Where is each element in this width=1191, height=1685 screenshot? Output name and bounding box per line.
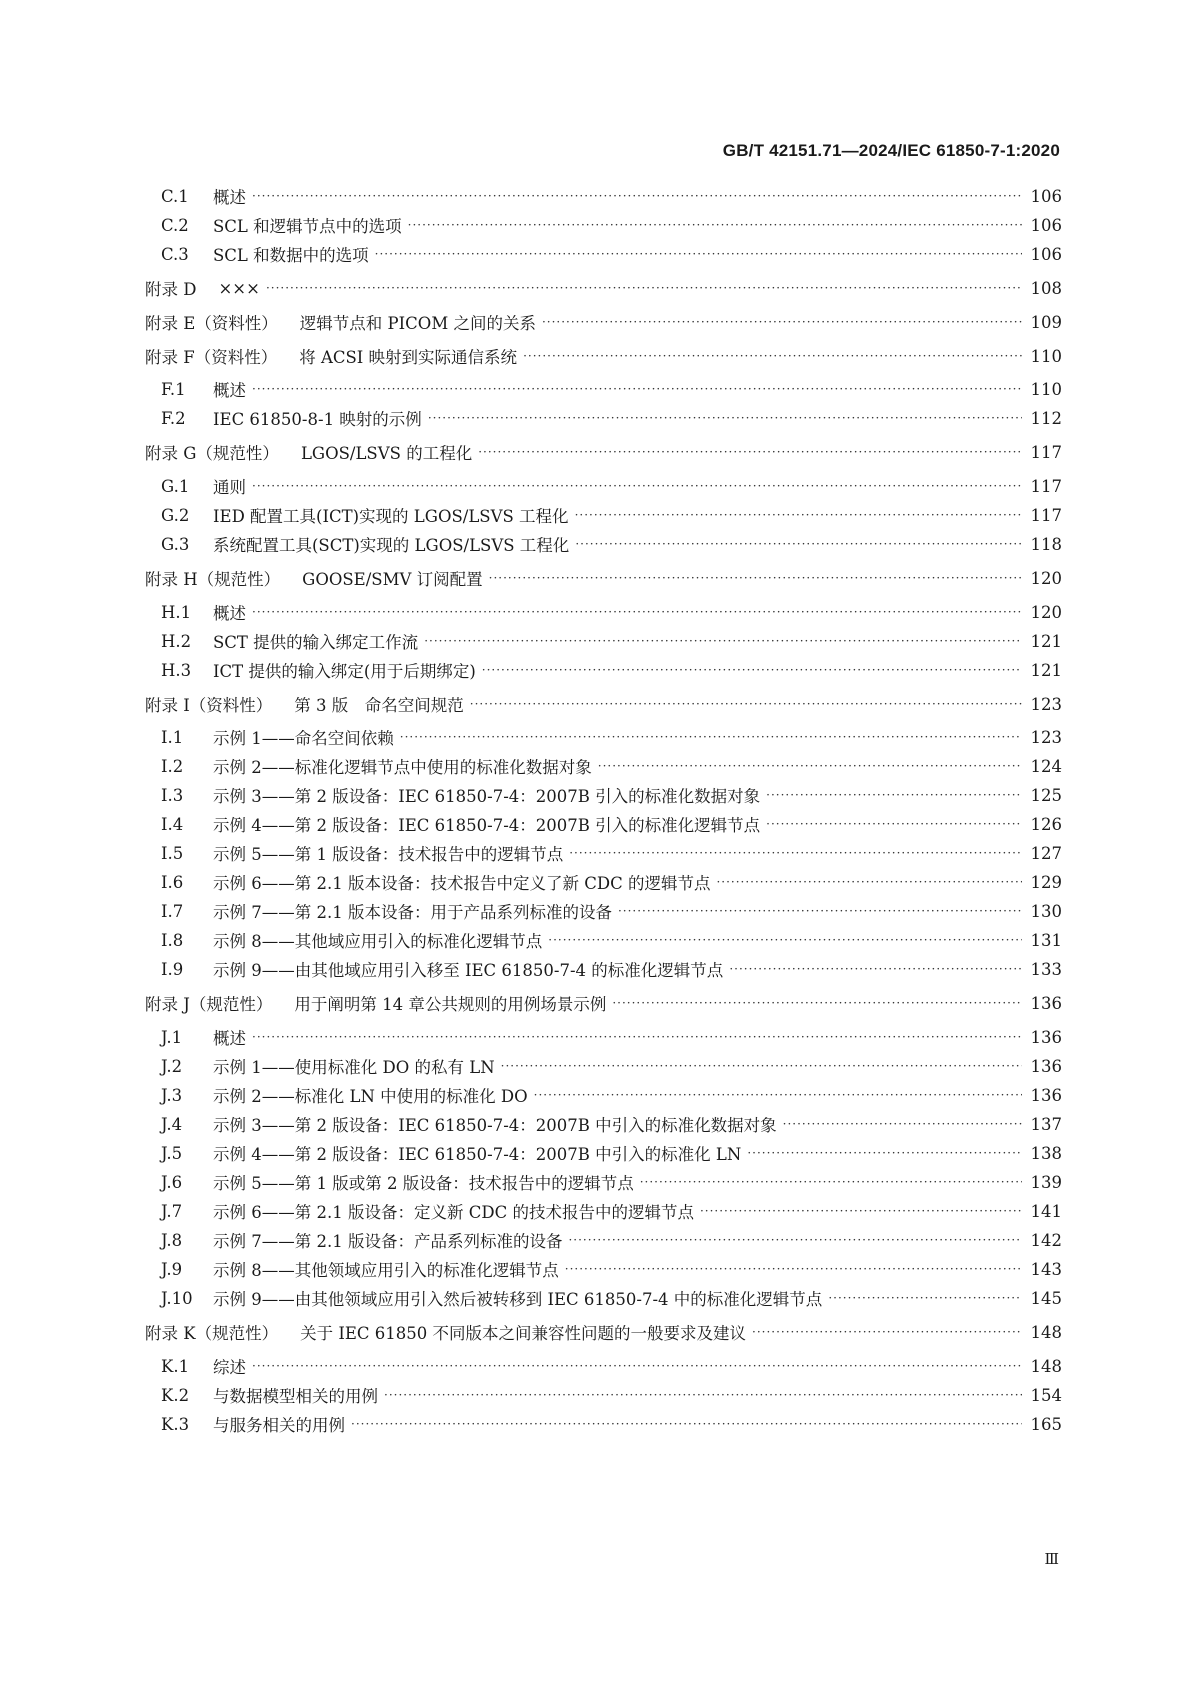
toc-entry-page: 109 xyxy=(1030,312,1062,332)
toc-entry[interactable] xyxy=(145,308,1062,336)
toc-leader-dots xyxy=(729,963,1022,975)
toc-entry-page: 136 xyxy=(1030,1056,1062,1076)
toc-entry[interactable] xyxy=(145,690,1062,718)
toc-entry-page: 106 xyxy=(1030,215,1062,235)
toc-leader-dots xyxy=(252,606,1022,618)
toc-entry-page: 123 xyxy=(1030,727,1062,747)
toc-entry-number: 附录 E（资料性） xyxy=(145,314,278,333)
toc-entry-page: 141 xyxy=(1030,1201,1062,1221)
toc-leader-dots xyxy=(752,1326,1022,1338)
toc-leader-dots xyxy=(534,1089,1022,1101)
toc-entry-page: 123 xyxy=(1030,694,1062,714)
toc-entry[interactable] xyxy=(145,1352,1062,1380)
toc-entry-title: 示例 2——标准化逻辑节点中使用的标准化数据对象 xyxy=(213,758,592,777)
toc-entry-page: 143 xyxy=(1030,1259,1062,1279)
toc-entry[interactable] xyxy=(145,182,1062,210)
toc-leader-dots xyxy=(408,219,1022,231)
toc-entry-number: 附录 K（规范性） xyxy=(145,1324,279,1343)
toc-entry-title: 示例 1——使用标准化 DO 的私有 LN xyxy=(213,1058,495,1077)
toc-entry-page: 129 xyxy=(1030,872,1062,892)
toc-entry-page: 110 xyxy=(1030,346,1062,366)
toc-entry-title: SCT 提供的输入绑定工作流 xyxy=(213,633,419,652)
toc-entry-page: 117 xyxy=(1030,442,1062,462)
toc-entry-page: 165 xyxy=(1030,1414,1062,1434)
toc-entry-number: I.3 xyxy=(161,785,184,805)
toc-leader-dots xyxy=(618,905,1022,917)
toc-entry-number: G.3 xyxy=(161,534,190,554)
toc-entry[interactable] xyxy=(145,955,1062,983)
toc-entry-title: 示例 9——由其他领域应用引入然后被转移到 IEC 61850-7-4 中的标准化逻辑节点 xyxy=(213,1290,823,1309)
toc-entry-title: 示例 5——第 1 版或第 2 版设备：技术报告中的逻辑节点 xyxy=(213,1174,634,1193)
toc-entry-title: 逻辑节点和 PICOM 之间的关系 xyxy=(299,314,536,333)
toc-entry[interactable] xyxy=(145,472,1062,500)
toc-entry-title: 示例 9——由其他域应用引入移至 IEC 61850-7-4 的标准化逻辑节点 xyxy=(213,961,724,980)
toc-entry-page: 112 xyxy=(1030,408,1062,428)
toc-entry-number: K.1 xyxy=(161,1356,190,1376)
toc-entry[interactable] xyxy=(145,240,1062,268)
toc-entry-number: G.2 xyxy=(161,505,190,525)
toc-entry[interactable] xyxy=(145,1284,1062,1312)
document-standard-header: GB/T 42151.71—2024/IEC 61850-7-1:2020 xyxy=(722,141,1060,160)
toc-entry[interactable] xyxy=(145,530,1062,558)
toc-entry[interactable] xyxy=(145,926,1062,954)
toc-leader-dots xyxy=(266,282,1022,294)
toc-entry-title: 示例 6——第 2.1 版设备：定义新 CDC 的技术报告中的逻辑节点 xyxy=(213,1203,694,1222)
toc-entry-number: I.5 xyxy=(161,843,184,863)
toc-entry-number: C.3 xyxy=(161,244,189,264)
toc-entry[interactable] xyxy=(145,1226,1062,1254)
toc-entry-number: 附录 G（规范性） xyxy=(145,444,279,463)
toc-entry-title: 综述 xyxy=(213,1358,246,1377)
toc-entry-number: J.3 xyxy=(161,1085,183,1105)
toc-entry[interactable] xyxy=(145,404,1062,432)
toc-entry[interactable] xyxy=(145,839,1062,867)
toc-entry[interactable] xyxy=(145,868,1062,896)
toc-entry-title: SCL 和逻辑节点中的选项 xyxy=(213,217,402,236)
toc-leader-dots xyxy=(783,1118,1022,1130)
toc-entry-number: I.7 xyxy=(161,901,184,921)
toc-entry-number: 附录 D xyxy=(145,280,197,299)
toc-leader-dots xyxy=(612,997,1022,1009)
toc-entry-number: J.7 xyxy=(161,1201,183,1221)
toc-entry-number: I.9 xyxy=(161,959,184,979)
toc-entry-title: 关于 IEC 61850 不同版本之间兼容性问题的一般要求及建议 xyxy=(300,1324,746,1343)
toc-entry[interactable] xyxy=(145,211,1062,239)
toc-entry-number: H.2 xyxy=(161,631,192,651)
toc-entry-title: 示例 8——其他领域应用引入的标准化逻辑节点 xyxy=(213,1261,559,1280)
toc-entry[interactable] xyxy=(145,1023,1062,1051)
toc-entry-page: 136 xyxy=(1030,1027,1062,1047)
toc-leader-dots xyxy=(470,698,1022,710)
toc-entry-title: 用于阐明第 14 章公共规则的用例场景示例 xyxy=(294,995,607,1014)
toc-leader-dots xyxy=(766,789,1022,801)
toc-entry[interactable] xyxy=(145,897,1062,925)
toc-entry-page: 110 xyxy=(1030,379,1062,399)
toc-entry[interactable] xyxy=(145,656,1062,684)
toc-leader-dots xyxy=(252,383,1022,395)
toc-leader-dots xyxy=(252,480,1022,492)
toc-entry-page: 106 xyxy=(1030,244,1062,264)
toc-leader-dots xyxy=(351,1418,1022,1430)
toc-entry-number: 附录 J（规范性） xyxy=(145,995,273,1014)
toc-leader-dots xyxy=(384,1389,1022,1401)
toc-entry-page: 126 xyxy=(1030,814,1062,834)
toc-entry-title: 示例 7——第 2.1 版本设备：用于产品系列标准的设备 xyxy=(213,903,612,922)
toc-entry-title: 与服务相关的用例 xyxy=(213,1416,345,1435)
toc-entry[interactable] xyxy=(145,627,1062,655)
toc-leader-dots xyxy=(565,1263,1022,1275)
toc-entry[interactable] xyxy=(145,810,1062,838)
toc-entry-number: 附录 F（资料性） xyxy=(145,348,278,367)
toc-entry-page: 117 xyxy=(1030,476,1062,496)
toc-entry-page: 131 xyxy=(1030,930,1062,950)
toc-entry-number: 附录 H（规范性） xyxy=(145,570,281,589)
toc-entry-number: I.8 xyxy=(161,930,184,950)
toc-entry[interactable] xyxy=(145,564,1062,592)
toc-entry-page: 133 xyxy=(1030,959,1062,979)
toc-entry-number: F.1 xyxy=(161,379,186,399)
toc-entry[interactable] xyxy=(145,1410,1062,1438)
toc-entry-page: 125 xyxy=(1030,785,1062,805)
toc-leader-dots xyxy=(252,1360,1022,1372)
toc-entry-title: ICT 提供的输入绑定(用于后期绑定) xyxy=(213,662,476,681)
toc-entry[interactable] xyxy=(145,1318,1062,1346)
toc-entry-title: 示例 3——第 2 版设备：IEC 61850-7-4：2007B 中引入的标准化数据对象 xyxy=(213,1116,777,1135)
toc-entry-page: 130 xyxy=(1030,901,1062,921)
toc-leader-dots xyxy=(424,635,1022,647)
toc-leader-dots xyxy=(478,446,1022,458)
toc-entry-number: J.1 xyxy=(161,1027,183,1047)
toc-entry-title: LGOS/LSVS 的工程化 xyxy=(300,444,473,463)
toc-entry-number: J.8 xyxy=(161,1230,183,1250)
toc-entry[interactable] xyxy=(145,1110,1062,1138)
toc-entry-title: 将 ACSI 映射到实际通信系统 xyxy=(299,348,518,367)
toc-leader-dots xyxy=(747,1147,1022,1159)
toc-entry-title: 概述 xyxy=(213,188,246,207)
toc-entry-page: 120 xyxy=(1030,602,1062,622)
toc-leader-dots xyxy=(575,509,1022,521)
toc-entry[interactable] xyxy=(145,723,1062,751)
toc-entry-page: 121 xyxy=(1030,631,1062,651)
toc-entry-title: 示例 4——第 2 版设备：IEC 61850-7-4：2007B 中引入的标准化 LN xyxy=(213,1145,742,1164)
toc-entry-page: 138 xyxy=(1030,1143,1062,1163)
toc-entry[interactable] xyxy=(145,1139,1062,1167)
toc-entry[interactable] xyxy=(145,375,1062,403)
toc-entry-page: 118 xyxy=(1030,534,1062,554)
toc-leader-dots xyxy=(598,760,1022,772)
toc-entry-page: 148 xyxy=(1030,1322,1062,1342)
toc-entry-page: 136 xyxy=(1030,993,1062,1013)
toc-entry-title: 示例 2——标准化 LN 中使用的标准化 DO xyxy=(213,1087,528,1106)
toc-leader-dots xyxy=(400,731,1022,743)
toc-entry-title: 示例 1——命名空间依赖 xyxy=(213,729,394,748)
toc-entry-page: 127 xyxy=(1030,843,1062,863)
toc-entry-title: IED 配置工具(ICT)实现的 LGOS/LSVS 工程化 xyxy=(213,507,569,526)
toc-leader-dots xyxy=(523,350,1022,362)
toc-leader-dots xyxy=(568,1234,1022,1246)
toc-entry-title: 示例 8——其他域应用引入的标准化逻辑节点 xyxy=(213,932,543,951)
toc-entry[interactable] xyxy=(145,1052,1062,1080)
toc-entry-title: 概述 xyxy=(213,604,246,623)
toc-entry-number: I.4 xyxy=(161,814,184,834)
toc-entry[interactable] xyxy=(145,1081,1062,1109)
toc-entry-page: 137 xyxy=(1030,1114,1062,1134)
toc-entry-number: J.6 xyxy=(161,1172,183,1192)
toc-entry[interactable] xyxy=(145,598,1062,626)
toc-entry[interactable] xyxy=(145,752,1062,780)
toc-entry-title: 示例 7——第 2.1 版设备：产品系列标准的设备 xyxy=(213,1232,563,1251)
toc-entry-number: J.5 xyxy=(161,1143,183,1163)
toc-entry-number: C.1 xyxy=(161,186,189,206)
toc-entry-page: 124 xyxy=(1030,756,1062,776)
toc-entry-title: SCL 和数据中的选项 xyxy=(213,246,369,265)
toc-entry-number: K.2 xyxy=(161,1385,190,1405)
toc-leader-dots xyxy=(716,876,1022,888)
toc-entry-page: 121 xyxy=(1030,660,1062,680)
toc-leader-dots xyxy=(252,190,1022,202)
toc-entry-number: I.1 xyxy=(161,727,184,747)
toc-entry-number: C.2 xyxy=(161,215,189,235)
toc-entry-page: 117 xyxy=(1030,505,1062,525)
toc-leader-dots xyxy=(252,1031,1022,1043)
toc-leader-dots xyxy=(375,248,1022,260)
toc-entry-title: 示例 6——第 2.1 版本设备：技术报告中定义了新 CDC 的逻辑节点 xyxy=(213,874,711,893)
toc-leader-dots xyxy=(482,664,1022,676)
toc-leader-dots xyxy=(640,1176,1022,1188)
toc-entry[interactable] xyxy=(145,1197,1062,1225)
toc-entry[interactable] xyxy=(145,438,1062,466)
toc-entry-title: 示例 5——第 1 版设备：技术报告中的逻辑节点 xyxy=(213,845,564,864)
toc-entry-number: F.2 xyxy=(161,408,186,428)
toc-entry[interactable] xyxy=(145,1255,1062,1283)
toc-entry-number: H.1 xyxy=(161,602,192,622)
toc-entry[interactable] xyxy=(145,781,1062,809)
toc-entry[interactable] xyxy=(145,501,1062,529)
toc-entry-title: 系统配置工具(SCT)实现的 LGOS/LSVS 工程化 xyxy=(213,536,570,555)
toc-entry-title: 通则 xyxy=(213,478,246,497)
toc-entry[interactable] xyxy=(145,989,1062,1017)
toc-entry-number: I.6 xyxy=(161,872,184,892)
toc-entry-page: 120 xyxy=(1030,568,1062,588)
toc-entry-title: ××× xyxy=(218,278,260,298)
toc-entry-page: 148 xyxy=(1030,1356,1062,1376)
toc-entry[interactable] xyxy=(145,274,1062,302)
toc-entry-page: 154 xyxy=(1030,1385,1062,1405)
toc-entry-number: I.2 xyxy=(161,756,184,776)
toc-entry-page: 139 xyxy=(1030,1172,1062,1192)
toc-entry-title: IEC 61850-8-1 映射的示例 xyxy=(213,410,422,429)
toc-leader-dots xyxy=(548,934,1022,946)
toc-leader-dots xyxy=(542,316,1022,328)
toc-entry-number: J.10 xyxy=(161,1288,193,1308)
toc-entry-title: GOOSE/SMV 订阅配置 xyxy=(302,570,483,589)
toc-leader-dots xyxy=(428,412,1022,424)
toc-entry-title: 示例 4——第 2 版设备：IEC 61850-7-4：2007B 引入的标准化逻辑节点 xyxy=(213,816,761,835)
toc-entry-title: 示例 3——第 2 版设备：IEC 61850-7-4：2007B 引入的标准化数据对象 xyxy=(213,787,761,806)
toc-entry-page: 145 xyxy=(1030,1288,1062,1308)
toc-leader-dots xyxy=(489,572,1022,584)
toc-entry-title: 概述 xyxy=(213,381,246,400)
toc-entry-number: K.3 xyxy=(161,1414,190,1434)
toc-entry-title: 概述 xyxy=(213,1029,246,1048)
toc-leader-dots xyxy=(766,818,1022,830)
toc-entry-title: 第 3 版 命名空间规范 xyxy=(294,696,464,715)
toc-entry-title: 与数据模型相关的用例 xyxy=(213,1387,378,1406)
toc-entry-number: G.1 xyxy=(161,476,190,496)
page-number: Ⅲ xyxy=(1044,1550,1059,1568)
toc-leader-dots xyxy=(575,538,1022,550)
toc-leader-dots xyxy=(828,1292,1022,1304)
toc-entry-number: J.9 xyxy=(161,1259,183,1279)
toc-entry-number: 附录 I（资料性） xyxy=(145,696,273,715)
toc-entry-page: 136 xyxy=(1030,1085,1062,1105)
toc-leader-dots xyxy=(501,1060,1022,1072)
toc-entry-number: H.3 xyxy=(161,660,192,680)
toc-entry-number: J.2 xyxy=(161,1056,183,1076)
toc-entry-page: 108 xyxy=(1030,278,1062,298)
toc-entry-page: 106 xyxy=(1030,186,1062,206)
toc-entry[interactable] xyxy=(145,342,1062,370)
toc-leader-dots xyxy=(569,847,1022,859)
toc-leader-dots xyxy=(700,1205,1022,1217)
toc-entry[interactable] xyxy=(145,1168,1062,1196)
toc-entry[interactable] xyxy=(145,1381,1062,1409)
toc-entry-number: J.4 xyxy=(161,1114,183,1134)
toc-entry-page: 142 xyxy=(1030,1230,1062,1250)
